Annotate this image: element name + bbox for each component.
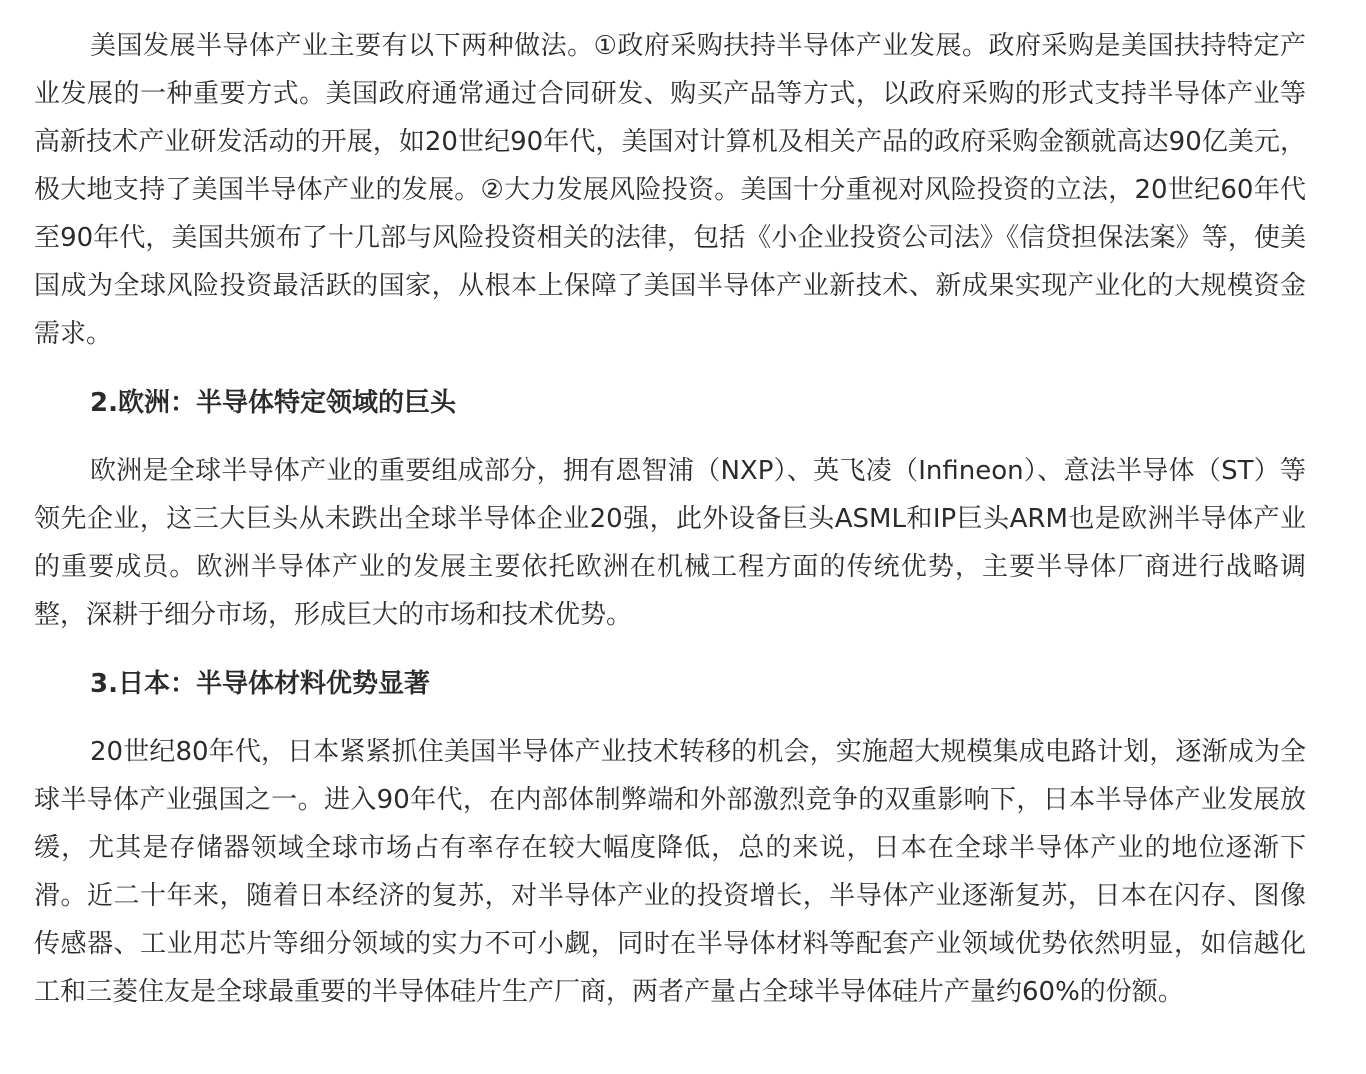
japan-heading: 3.日本：半导体材料优势显著	[90, 669, 430, 699]
europe-heading: 2.欧洲：半导体特定领域的巨头	[90, 388, 456, 418]
usa-paragraph: 美国发展半导体产业主要有以下两种做法。①政府采购扶持半导体产业发展。政府采购是美国扶持特定产业发展的一种重要方式。美国政府通常通过合同研发、购买产品等方式，以政府采购的形式支持半导体产业等高新技术产业研发活动的开展，如20世纪90年代，美国对计算机及相关产品的政府采购金额就高达90亿美元，极大地支持了美国半导体产业的发展。②大力发展风险投资。美国十分重视对风险投资的立法，20世纪60年代至90年代，美国共颁布了十几部与风险投资相关的法律，包括《小企业投资公司法》《信贷担保法案》等，使美国成为全球风险投资最活跃的国家，从根本上保障了美国半导体产业新技术、新成果实现产业化的大规模资金需求。	[34, 31, 1306, 349]
japan-paragraph: 20世纪80年代，日本紧紧抓住美国半导体产业技术转移的机会，实施超大规模集成电路计划，逐渐成为全球半导体产业强国之一。进入90年代，在内部体制弊端和外部激烈竞争的双重影响下，日本半导体产业发展放缓，尤其是存储器领域全球市场占有率存在较大幅度降低，总的来说，日本在全球半导体产业的地位逐渐下滑。近二十年来，随着日本经济的复苏，对半导体产业的投资增长，半导体产业逐渐复苏，日本在闪存、图像传感器、工业用芯片等细分领域的实力不可小觑，同时在半导体材料等配套产业领域优势依然明显，如信越化工和三菱住友是全球最重要的半导体硅片生产厂商，两者产量占全球半导体硅片产量约60%的份额。	[34, 737, 1306, 1007]
article-body	[34, 22, 1306, 1016]
europe-paragraph: 欧洲是全球半导体产业的重要组成部分，拥有恩智浦（NXP）、英飞凌（Infineon）、意法半导体（ST）等领先企业，这三大巨头从未跌出全球半导体企业20强，此外设备巨头ASML和IP巨头ARM也是欧洲半导体产业的重要成员。欧洲半导体产业的发展主要依托欧洲在机械工程方面的传统优势，主要半导体厂商进行战略调整，深耕于细分市场，形成巨大的市场和技术优势。	[34, 456, 1306, 630]
